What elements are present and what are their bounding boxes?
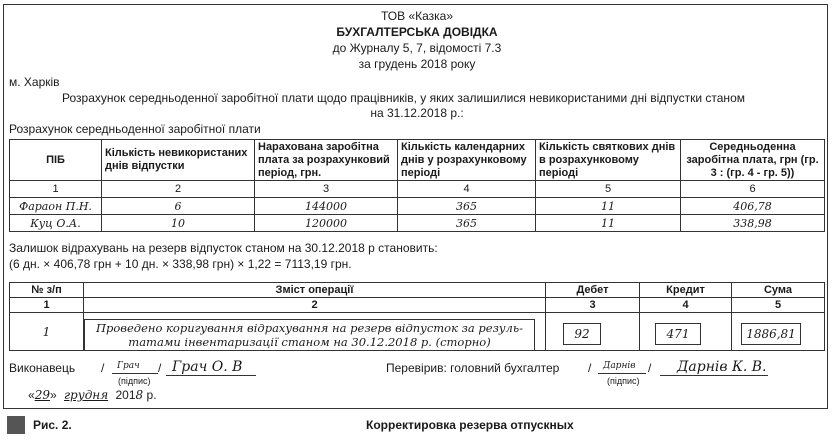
column-number: 4 [398,181,536,198]
avg-salary-table [9,139,825,232]
section1-title: Розрахунок середньоденної заробітної плати [9,122,261,136]
column-header: Нарахована заробітна плата за розрахунковий період, грн. [255,140,398,181]
date-year: 201 [115,388,136,402]
city: м. Харків [9,75,60,89]
document-date: «29» грудня 2018 р. [28,388,157,402]
checker-label: Перевірив: головний бухгалтер [386,361,560,375]
employee-name: Куц О.А. [10,215,102,232]
unused-days: 6 [102,198,255,215]
column-header: Кількість невикористаних днів відпустки [102,140,255,181]
column-header: Середньоденна заробітна плата, грн (гр. 3 : (гр. 4 - гр. 5)) [681,140,825,181]
report-period: за грудень 2018 року [358,57,476,71]
credit-account: 471 [655,323,701,345]
calendar-days: 365 [398,215,536,232]
table-header-row [10,283,825,298]
column-header: № з/п [10,283,84,298]
column-number: 5 [732,298,825,313]
executor-sign-caption: (підпис) [118,376,151,386]
executor-signature-line [112,373,158,374]
executor-signature: Грач [117,361,140,371]
table-row [10,198,825,215]
date-suffix: р. [146,388,157,402]
column-header: Кредит [640,283,732,298]
column-number: 6 [681,181,825,198]
column-number: 5 [536,181,681,198]
holiday-days: 11 [536,215,681,232]
date-day: 29 [34,388,50,402]
executor-name: Грач О. В [172,359,243,375]
accrued-salary: 144000 [255,198,398,215]
column-header: Кількість календарних днів у розрахунковому періоді [398,140,536,181]
calendar-days: 365 [398,198,536,215]
executor-label: Виконавець [9,361,76,375]
figure-caption: Корректировка резерва отпускных [366,418,574,432]
figure-marker-icon [7,416,25,434]
org-name: ТОВ «Казка» [380,9,454,23]
operation-content-box [84,319,535,351]
document-title: БУХГАЛТЕРСЬКА ДОВІДКА [336,25,498,39]
debit-account: 92 [563,323,601,345]
avg-daily-salary: 338,98 [681,215,825,232]
operation-number: 1 [10,313,84,351]
column-number: 3 [255,181,398,198]
column-number-row [10,181,825,198]
checker-sign-caption: (підпис) [607,376,640,386]
operation-amount: 1886,81 [741,323,801,345]
accrued-salary: 120000 [255,215,398,232]
checker-signature: Дарнів [603,361,636,371]
journal-reference: до Журналу 5, 7, відомості 7.3 [332,41,502,55]
column-number: 3 [546,298,640,313]
intro-text-line2: на 31.12.2018 р.: [370,106,464,120]
checker-name: Дарнів К. В. [677,359,767,375]
column-number: 2 [84,298,546,313]
column-header: Зміст операції [84,283,546,298]
column-number: 1 [10,298,84,313]
reserve-balance-text: Залишок відрахувань на резерв відпусток станом на 30.12.2018 р становить: [9,241,438,255]
column-number: 1 [10,181,102,198]
executor-name-line [166,375,256,376]
operation-content-line1: Проведено коригування відрахування на резерв відпусток за резуль- [95,321,523,335]
column-number: 4 [640,298,732,313]
checker-signature-line [598,373,646,374]
column-number: 2 [102,181,255,198]
intro-text-line1: Розрахунок середньоденної заробітної плати щодо працівників, у яких залишилися невикористаними дні відпустки станом [62,91,745,105]
avg-daily-salary: 406,78 [681,198,825,215]
column-header: Сума [732,283,825,298]
checker-name-line [660,375,768,376]
employee-name: Фараон П.Н. [10,198,102,215]
column-header: ПІБ [10,140,102,181]
date-month: грудня [63,388,109,402]
column-header: Кількість святкових днів в розрахунковому періоді [536,140,681,181]
figure-number: Рис. 2. [33,418,72,432]
date-year-hand: 8 [135,388,144,402]
table-header-row [10,140,825,181]
reserve-formula: (6 дн. × 406,78 грн + 10 дн. × 338,98 грн) × 1,22 = 7113,19 грн. [9,257,352,271]
unused-days: 10 [102,215,255,232]
column-header: Дебет [546,283,640,298]
holiday-days: 11 [536,198,681,215]
column-number-row [10,298,825,313]
table-row [10,215,825,232]
operation-content-line2: татами інвентаризації станом на 30.12.2018 р. (сторно) [128,335,491,349]
